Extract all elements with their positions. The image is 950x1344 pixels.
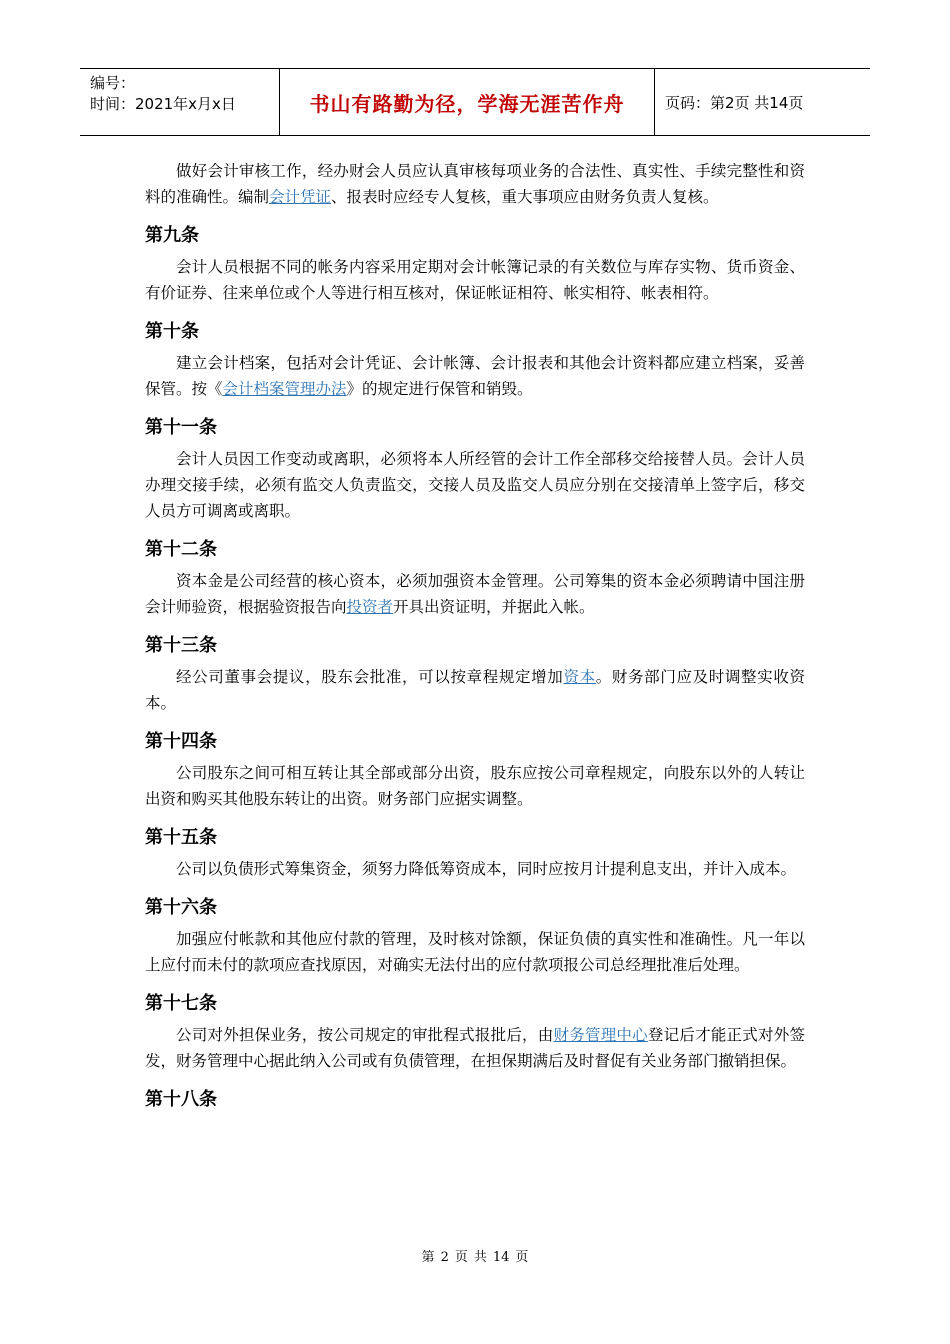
article-15-text: 公司以负债形式筹集资金，须努力降低筹资成本，同时应按月计提利息支出，并计入成本。 — [176, 860, 797, 878]
intro-text-1: 做好会计审核工作，经办财会人员应认真审核每项业务的合法性、真实性、手续完整性和资料的准确性。编制 — [145, 162, 805, 206]
article-13-text-2: 。财务部门应及时调整实收资本。 — [145, 668, 805, 712]
article-13-title: 第十三条 — [145, 635, 217, 656]
article-17-text-2: 登记后才能正式对外签发，财务管理中心据此纳入公司或有负债管理，在担保期满后及时督促有关业务部门撤销担保。 — [145, 1026, 805, 1070]
footer-total-pages: 14 — [492, 1250, 510, 1265]
page-header — [80, 68, 870, 136]
page-footer — [0, 1246, 950, 1265]
article-12-text — [145, 568, 805, 620]
article-10-title: 第十条 — [145, 321, 199, 342]
article-17-title: 第十七条 — [145, 993, 217, 1014]
article-13-text — [145, 664, 805, 716]
header-meta — [80, 69, 280, 135]
link-archive-management[interactable]: 会计档案管理办法 — [222, 380, 347, 398]
article-9-text: 会计人员根据不同的帐务内容采用定期对会计帐簿记录的有关数位与库存实物、货币资金、有价证券、往来单位或个人等进行相互核对，保证帐证相符、帐实相符、帐表相符。 — [145, 258, 805, 302]
article-11-title: 第十一条 — [145, 417, 217, 438]
document-body — [145, 158, 805, 1118]
link-capital[interactable]: 资本 — [563, 668, 596, 686]
article-18-title: 第十八条 — [145, 1089, 217, 1110]
article-12-text-1: 资本金是公司经营的核心资本，必须加强资本金管理。公司筹集的资本金必须聘请中国注册会计师验资，根据验资报告向 — [145, 572, 805, 616]
footer-page-number: 2 — [440, 1250, 449, 1265]
intro-text-2: 、报表时应经专人复核，重大事项应由财务负责人复核。 — [331, 188, 719, 206]
link-finance-center[interactable]: 财务管理中心 — [553, 1026, 648, 1044]
footer-ye: 页 — [454, 1250, 468, 1265]
intro-paragraph — [145, 158, 805, 210]
article-17-text-1: 公司对外担保业务，按公司规定的审批程式报批后，由 — [176, 1026, 554, 1044]
article-11-text: 会计人员因工作变动或离职，必须将本人所经管的会计工作全部移交给接替人员。会计人员办理交接手续，必须有监交人负责监交，交接人员及监交人员应分别在交接清单上签字后，移交人员方可调离或离职。 — [145, 450, 805, 520]
article-12-text-2: 开具出资证明，并据此入帐。 — [393, 598, 595, 616]
header-motto: 书山有路勤为径，学海无涯苦作舟 — [280, 69, 655, 135]
article-16-title: 第十六条 — [145, 897, 217, 918]
article-15-title: 第十五条 — [145, 827, 217, 848]
article-16-text: 加强应付帐款和其他应付款的管理，及时核对馀额，保证负债的真实性和准确性。凡一年以上应付而未付的款项应查找原因，对确实无法付出的应付款项报公司总经理批准后处理。 — [145, 930, 805, 974]
article-12-title: 第十二条 — [145, 539, 217, 560]
link-investor[interactable]: 投资者 — [346, 598, 394, 616]
article-9-title: 第九条 — [145, 225, 199, 246]
footer-di: 第 — [421, 1250, 435, 1265]
article-14-title: 第十四条 — [145, 731, 217, 752]
header-page-info: 页码：第2页 共14页 — [665, 93, 804, 112]
article-13-text-1: 经公司董事会提议，股东会批准，可以按章程规定增加 — [176, 668, 564, 686]
footer-gong: 共 — [473, 1250, 487, 1265]
article-14-text: 公司股东之间可相互转让其全部或部分出资，股东应按公司章程规定，向股东以外的人转让出资和购买其他股东转让的出资。财务部门应据实调整。 — [145, 764, 805, 808]
link-accounting-voucher[interactable]: 会计凭证 — [269, 188, 332, 206]
footer-ye-2: 页 — [515, 1250, 529, 1265]
article-10-text — [145, 350, 805, 402]
number-label: 编号： — [90, 74, 136, 92]
time-label: 时间：2021年x月x日 — [90, 95, 236, 113]
article-10-text-1: 建立会计档案，包括对会计凭证、会计帐簿、会计报表和其他会计资料都应建立档案，妥善保管。按《 — [145, 354, 805, 398]
article-10-text-2: 》的规定进行保管和销毁。 — [346, 380, 533, 398]
article-17-text — [145, 1022, 805, 1074]
